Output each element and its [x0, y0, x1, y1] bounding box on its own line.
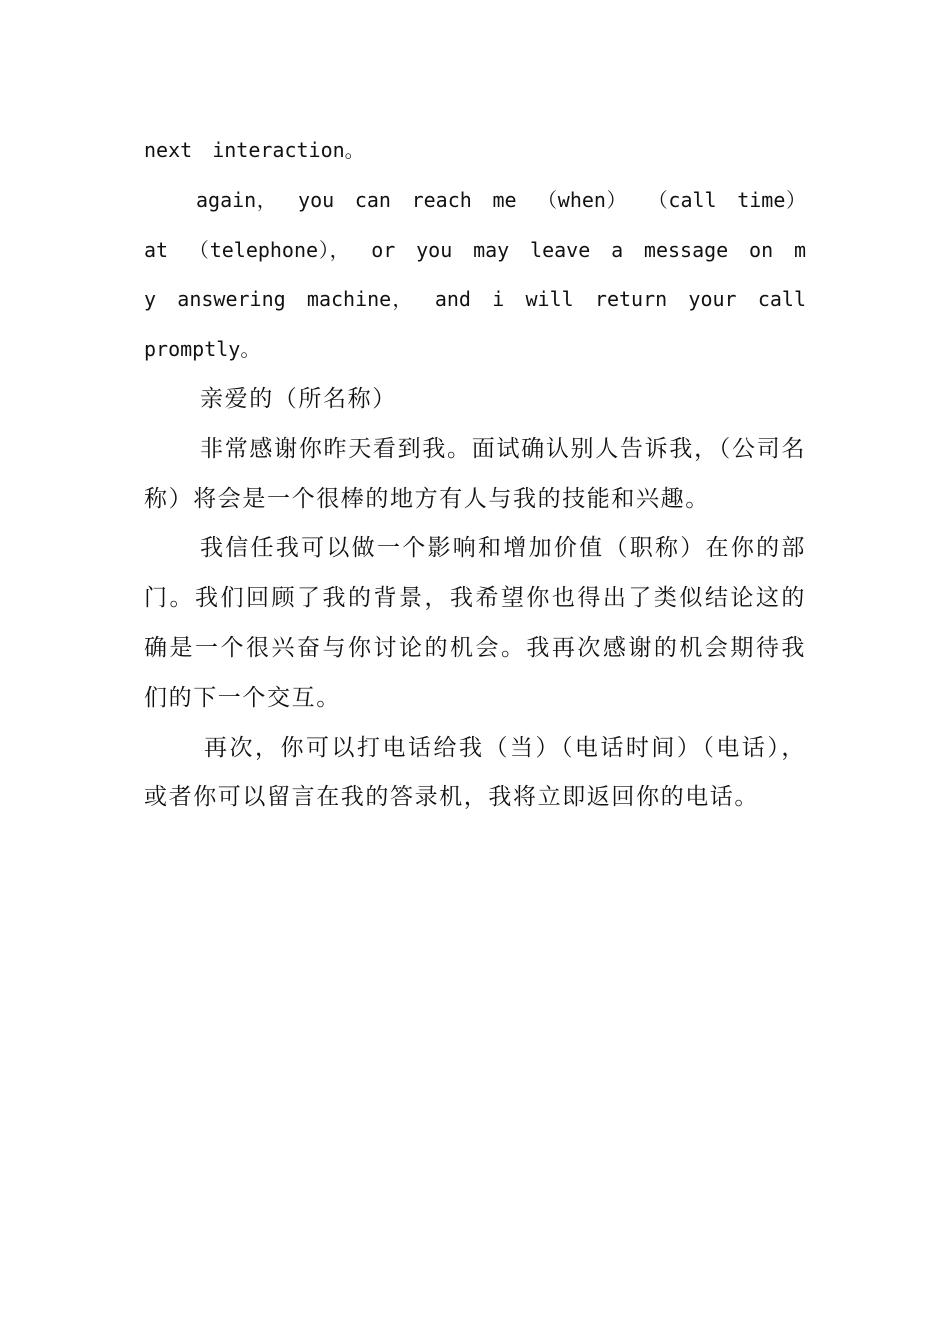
- paragraph-next-interaction: next interaction。: [144, 138, 365, 162]
- paragraph-contact-chinese: 再次，你可以打电话给我（当）（电话时间）（电话），或者你可以留言在我的答录机，我将立即返回你的电话。: [144, 734, 806, 811]
- paragraph-value: 我信任我可以做一个影响和增加价值（职称）在你的部门。我们回顾了我的背景，我希望你也得出了类似结论这的确是一个很兴奋与你讨论的机会。我再次感谢的机会期待我们的下一个交互。: [144, 535, 806, 711]
- document-body: [144, 126, 806, 823]
- paragraph-salutation: 亲爱的（所名称）: [200, 385, 397, 412]
- paragraph-thanks: 非常感谢你昨天看到我。面试确认别人告诉我，（公司名称）将会是一个很棒的地方有人与我的技能和兴趣。: [144, 435, 806, 512]
- paragraph-contact-english: again， you can reach me （when） （call time） at （telephone）， or you may leave a message on my answering machine， and i will return your call promptly。: [144, 187, 806, 362]
